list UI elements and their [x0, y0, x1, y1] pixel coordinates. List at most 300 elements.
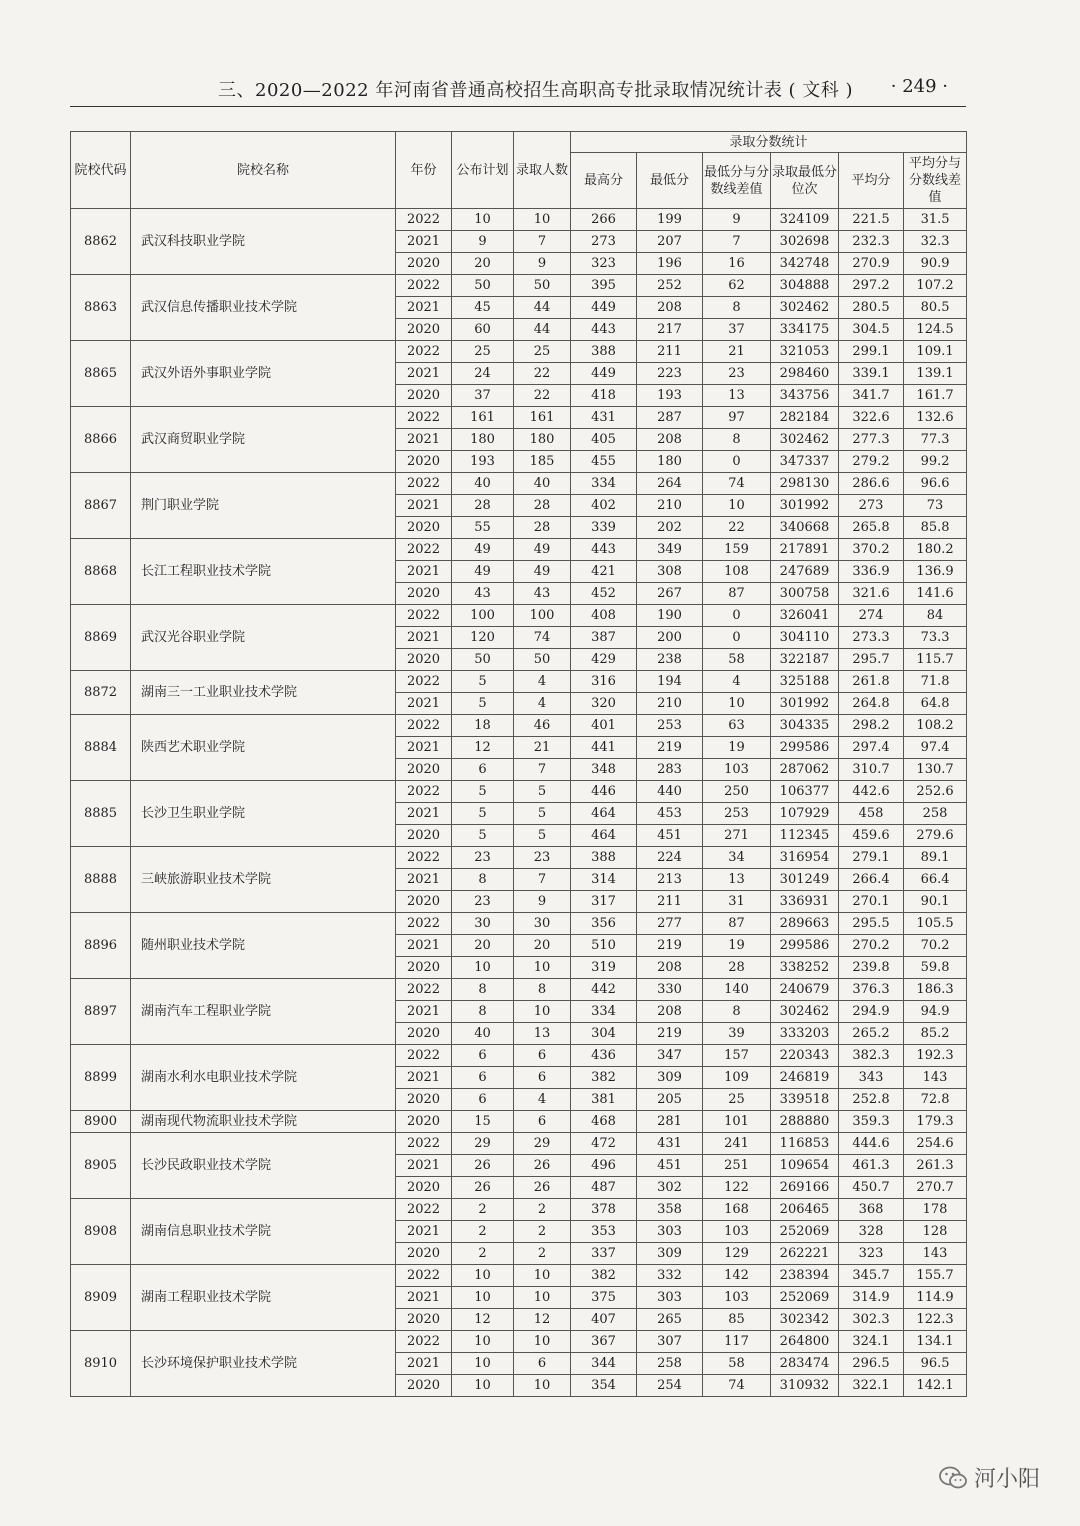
cell-max: 319: [571, 957, 637, 979]
cell-admitted: 2: [514, 1221, 571, 1243]
cell-min: 309: [637, 1067, 703, 1089]
cell-min: 219: [637, 737, 703, 759]
cell-max: 464: [571, 803, 637, 825]
cell-min: 303: [637, 1287, 703, 1309]
cell-avg-diff: 115.7: [904, 649, 967, 671]
cell-min-diff: 28: [703, 957, 771, 979]
cell-avg: 294.9: [839, 1001, 904, 1023]
cell-min-diff: 21: [703, 341, 771, 363]
col-header-admitted: 录取人数: [514, 132, 571, 209]
cell-admitted: 7: [514, 759, 571, 781]
cell-max: 449: [571, 363, 637, 385]
cell-admitted: 4: [514, 693, 571, 715]
cell-max: 317: [571, 891, 637, 913]
cell-year: 2020: [396, 253, 452, 275]
cell-admitted: 28: [514, 517, 571, 539]
cell-avg: 359.3: [839, 1111, 904, 1133]
cell-admitted: 161: [514, 407, 571, 429]
cell-max: 408: [571, 605, 637, 627]
cell-max: 354: [571, 1375, 637, 1397]
cell-plan: 193: [452, 451, 514, 473]
cell-min: 190: [637, 605, 703, 627]
admission-stats-table: [70, 131, 967, 1397]
school-code: 8866: [71, 407, 131, 473]
cell-avg: 321.6: [839, 583, 904, 605]
cell-avg: 279.2: [839, 451, 904, 473]
cell-avg: 265.2: [839, 1023, 904, 1045]
cell-max: 449: [571, 297, 637, 319]
cell-year: 2020: [396, 1375, 452, 1397]
cell-min: 224: [637, 847, 703, 869]
table-row: [71, 715, 967, 737]
cell-avg-diff: 31.5: [904, 209, 967, 231]
cell-avg: 322.1: [839, 1375, 904, 1397]
cell-admitted: 10: [514, 1287, 571, 1309]
cell-max: 388: [571, 341, 637, 363]
cell-max: 407: [571, 1309, 637, 1331]
cell-plan: 2: [452, 1243, 514, 1265]
cell-plan: 18: [452, 715, 514, 737]
cell-avg: 279.1: [839, 847, 904, 869]
cell-max: 334: [571, 473, 637, 495]
cell-min-rank: 321053: [771, 341, 839, 363]
cell-avg-diff: 70.2: [904, 935, 967, 957]
page-header: [70, 70, 966, 107]
cell-plan: 10: [452, 1265, 514, 1287]
cell-max: 429: [571, 649, 637, 671]
cell-avg: 270.9: [839, 253, 904, 275]
cell-avg-diff: 90.9: [904, 253, 967, 275]
cell-plan: 2: [452, 1199, 514, 1221]
cell-plan: 5: [452, 671, 514, 693]
cell-plan: 12: [452, 1309, 514, 1331]
cell-year: 2022: [396, 1133, 452, 1155]
cell-max: 266: [571, 209, 637, 231]
cell-year: 2021: [396, 231, 452, 253]
cell-avg-diff: 136.9: [904, 561, 967, 583]
cell-avg: 442.6: [839, 781, 904, 803]
cell-avg-diff: 71.8: [904, 671, 967, 693]
school-name: 长沙卫生职业学院: [131, 781, 396, 847]
cell-year: 2021: [396, 1287, 452, 1309]
cell-avg-diff: 108.2: [904, 715, 967, 737]
cell-year: 2020: [396, 319, 452, 341]
cell-min: 208: [637, 429, 703, 451]
cell-avg: 252.8: [839, 1089, 904, 1111]
cell-min-rank: 301992: [771, 693, 839, 715]
cell-min-rank: 240679: [771, 979, 839, 1001]
cell-plan: 5: [452, 825, 514, 847]
cell-plan: 30: [452, 913, 514, 935]
cell-year: 2021: [396, 1353, 452, 1375]
cell-min-diff: 8: [703, 1001, 771, 1023]
cell-avg: 261.8: [839, 671, 904, 693]
cell-min-diff: 4: [703, 671, 771, 693]
cell-avg: 328: [839, 1221, 904, 1243]
cell-admitted: 10: [514, 1331, 571, 1353]
cell-min-diff: 8: [703, 429, 771, 451]
table-row: [71, 781, 967, 803]
cell-avg-diff: 143: [904, 1243, 967, 1265]
cell-avg-diff: 105.5: [904, 913, 967, 935]
cell-avg: 336.9: [839, 561, 904, 583]
cell-avg: 273.3: [839, 627, 904, 649]
cell-avg-diff: 139.1: [904, 363, 967, 385]
cell-plan: 49: [452, 539, 514, 561]
col-header-year: 年份: [396, 132, 452, 209]
cell-plan: 23: [452, 891, 514, 913]
cell-min: 223: [637, 363, 703, 385]
cell-min-diff: 117: [703, 1331, 771, 1353]
cell-max: 316: [571, 671, 637, 693]
school-code: 8905: [71, 1133, 131, 1199]
cell-year: 2021: [396, 935, 452, 957]
cell-min-diff: 103: [703, 759, 771, 781]
cell-min-diff: 58: [703, 649, 771, 671]
cell-max: 446: [571, 781, 637, 803]
cell-avg-diff: 77.3: [904, 429, 967, 451]
cell-max: 442: [571, 979, 637, 1001]
page-title: 三、2020—2022 年河南省普通高校招生高职高专批录取情况统计表 ( 文科 ): [218, 80, 854, 101]
cell-min-diff: 122: [703, 1177, 771, 1199]
cell-min-rank: 264800: [771, 1331, 839, 1353]
cell-min-rank: 340668: [771, 517, 839, 539]
cell-admitted: 4: [514, 671, 571, 693]
cell-avg: 232.3: [839, 231, 904, 253]
cell-min-diff: 8: [703, 297, 771, 319]
school-code: 8884: [71, 715, 131, 781]
cell-avg: 302.3: [839, 1309, 904, 1331]
school-name: 武汉光谷职业学院: [131, 605, 396, 671]
cell-min: 202: [637, 517, 703, 539]
cell-year: 2022: [396, 671, 452, 693]
cell-min-rank: 333203: [771, 1023, 839, 1045]
cell-min-rank: 298460: [771, 363, 839, 385]
cell-avg: 277.3: [839, 429, 904, 451]
cell-avg-diff: 94.9: [904, 1001, 967, 1023]
cell-admitted: 74: [514, 627, 571, 649]
cell-plan: 37: [452, 385, 514, 407]
cell-min-diff: 0: [703, 451, 771, 473]
cell-admitted: 30: [514, 913, 571, 935]
cell-avg-diff: 66.4: [904, 869, 967, 891]
cell-admitted: 6: [514, 1111, 571, 1133]
col-header-min: 最低分: [637, 153, 703, 209]
cell-min-rank: 247689: [771, 561, 839, 583]
cell-min-rank: 246819: [771, 1067, 839, 1089]
cell-plan: 6: [452, 1067, 514, 1089]
cell-admitted: 6: [514, 1045, 571, 1067]
school-name: 武汉商贸职业学院: [131, 407, 396, 473]
cell-plan: 45: [452, 297, 514, 319]
cell-min-diff: 101: [703, 1111, 771, 1133]
cell-avg: 322.6: [839, 407, 904, 429]
cell-avg: 459.6: [839, 825, 904, 847]
table-body: [71, 209, 967, 1397]
cell-avg-diff: 99.2: [904, 451, 967, 473]
school-name: 湖南三一工业职业技术学院: [131, 671, 396, 715]
cell-max: 487: [571, 1177, 637, 1199]
cell-plan: 12: [452, 737, 514, 759]
cell-min: 265: [637, 1309, 703, 1331]
cell-plan: 40: [452, 1023, 514, 1045]
cell-min-rank: 262221: [771, 1243, 839, 1265]
cell-plan: 2: [452, 1221, 514, 1243]
cell-max: 496: [571, 1155, 637, 1177]
school-name: 武汉信息传播职业技术学院: [131, 275, 396, 341]
cell-avg: 458: [839, 803, 904, 825]
cell-min: 358: [637, 1199, 703, 1221]
cell-min-diff: 140: [703, 979, 771, 1001]
cell-year: 2021: [396, 1221, 452, 1243]
cell-min-rank: 304335: [771, 715, 839, 737]
cell-min: 208: [637, 957, 703, 979]
wechat-icon: [938, 1465, 968, 1491]
cell-avg-diff: 124.5: [904, 319, 967, 341]
col-header-name: 院校名称: [131, 132, 396, 209]
cell-avg-diff: 59.8: [904, 957, 967, 979]
cell-plan: 50: [452, 649, 514, 671]
cell-year: 2020: [396, 759, 452, 781]
cell-min-rank: 339518: [771, 1089, 839, 1111]
cell-admitted: 10: [514, 957, 571, 979]
cell-min-rank: 289663: [771, 913, 839, 935]
table-row: [71, 209, 967, 231]
cell-admitted: 6: [514, 1067, 571, 1089]
cell-max: 381: [571, 1089, 637, 1111]
school-code: 8867: [71, 473, 131, 539]
cell-min: 347: [637, 1045, 703, 1067]
cell-avg: 368: [839, 1199, 904, 1221]
cell-year: 2022: [396, 341, 452, 363]
wechat-watermark: [938, 1462, 1040, 1493]
cell-admitted: 23: [514, 847, 571, 869]
cell-plan: 5: [452, 781, 514, 803]
cell-min: 199: [637, 209, 703, 231]
cell-avg-diff: 96.5: [904, 1353, 967, 1375]
cell-year: 2022: [396, 1265, 452, 1287]
cell-min-rank: 299586: [771, 935, 839, 957]
cell-avg: 270.1: [839, 891, 904, 913]
table-row: [71, 1133, 967, 1155]
school-code: 8865: [71, 341, 131, 407]
cell-avg: 461.3: [839, 1155, 904, 1177]
cell-plan: 55: [452, 517, 514, 539]
cell-plan: 10: [452, 1331, 514, 1353]
cell-plan: 180: [452, 429, 514, 451]
school-name: 湖南信息职业技术学院: [131, 1199, 396, 1265]
cell-avg: 297.4: [839, 737, 904, 759]
cell-year: 2021: [396, 693, 452, 715]
cell-min-rank: 336931: [771, 891, 839, 913]
table-row: [71, 913, 967, 935]
cell-avg: 450.7: [839, 1177, 904, 1199]
cell-year: 2022: [396, 539, 452, 561]
cell-year: 2022: [396, 847, 452, 869]
cell-min-rank: 299586: [771, 737, 839, 759]
school-name: 武汉外语外事职业学院: [131, 341, 396, 407]
cell-plan: 23: [452, 847, 514, 869]
school-code: 8900: [71, 1111, 131, 1133]
cell-min: 219: [637, 1023, 703, 1045]
cell-max: 464: [571, 825, 637, 847]
cell-plan: 25: [452, 341, 514, 363]
cell-avg-diff: 132.6: [904, 407, 967, 429]
cell-max: 402: [571, 495, 637, 517]
cell-max: 339: [571, 517, 637, 539]
cell-max: 323: [571, 253, 637, 275]
school-code: 8868: [71, 539, 131, 605]
cell-min-rank: 304888: [771, 275, 839, 297]
cell-admitted: 46: [514, 715, 571, 737]
cell-min-rank: 252069: [771, 1287, 839, 1309]
cell-avg: 296.5: [839, 1353, 904, 1375]
cell-year: 2020: [396, 517, 452, 539]
cell-avg-diff: 180.2: [904, 539, 967, 561]
col-header-avg-diff: 平均分与分数线差值: [904, 153, 967, 209]
cell-min-rank: 338252: [771, 957, 839, 979]
cell-max: 337: [571, 1243, 637, 1265]
cell-max: 273: [571, 231, 637, 253]
cell-min-diff: 31: [703, 891, 771, 913]
col-header-code: 院校代码: [71, 132, 131, 209]
cell-min: 303: [637, 1221, 703, 1243]
cell-year: 2021: [396, 803, 452, 825]
cell-min-diff: 19: [703, 737, 771, 759]
cell-avg: 239.8: [839, 957, 904, 979]
cell-avg-diff: 96.6: [904, 473, 967, 495]
cell-plan: 29: [452, 1133, 514, 1155]
cell-max: 304: [571, 1023, 637, 1045]
cell-min-diff: 97: [703, 407, 771, 429]
cell-year: 2022: [396, 209, 452, 231]
cell-min-rank: 220343: [771, 1045, 839, 1067]
cell-avg-diff: 85.2: [904, 1023, 967, 1045]
cell-admitted: 50: [514, 275, 571, 297]
cell-min-diff: 103: [703, 1287, 771, 1309]
cell-avg: 341.7: [839, 385, 904, 407]
col-header-max: 最高分: [571, 153, 637, 209]
cell-plan: 50: [452, 275, 514, 297]
cell-avg: 295.7: [839, 649, 904, 671]
cell-year: 2021: [396, 1001, 452, 1023]
cell-min: 208: [637, 297, 703, 319]
cell-admitted: 21: [514, 737, 571, 759]
cell-admitted: 22: [514, 385, 571, 407]
cell-max: 436: [571, 1045, 637, 1067]
cell-min-diff: 19: [703, 935, 771, 957]
cell-min: 238: [637, 649, 703, 671]
school-code: 8897: [71, 979, 131, 1045]
cell-admitted: 50: [514, 649, 571, 671]
cell-min: 431: [637, 1133, 703, 1155]
cell-admitted: 8: [514, 979, 571, 1001]
cell-max: 320: [571, 693, 637, 715]
cell-min-diff: 74: [703, 473, 771, 495]
cell-year: 2022: [396, 1045, 452, 1067]
cell-min-rank: 112345: [771, 825, 839, 847]
table-row: [71, 407, 967, 429]
cell-avg-diff: 134.1: [904, 1331, 967, 1353]
cell-avg: 444.6: [839, 1133, 904, 1155]
cell-plan: 6: [452, 1089, 514, 1111]
col-header-min-diff: 最低分与分数线差值: [703, 153, 771, 209]
cell-year: 2020: [396, 1111, 452, 1133]
cell-min-rank: 302698: [771, 231, 839, 253]
cell-min: 277: [637, 913, 703, 935]
cell-min-diff: 63: [703, 715, 771, 737]
cell-max: 443: [571, 319, 637, 341]
cell-min-rank: 342748: [771, 253, 839, 275]
cell-admitted: 9: [514, 891, 571, 913]
cell-min-rank: 206465: [771, 1199, 839, 1221]
cell-max: 431: [571, 407, 637, 429]
cell-min-diff: 168: [703, 1199, 771, 1221]
cell-avg: 273: [839, 495, 904, 517]
cell-max: 334: [571, 1001, 637, 1023]
cell-admitted: 10: [514, 209, 571, 231]
col-header-min-rank: 录取最低分位次: [771, 153, 839, 209]
cell-min-rank: 282184: [771, 407, 839, 429]
table-row: [71, 341, 967, 363]
cell-max: 468: [571, 1111, 637, 1133]
cell-min-diff: 9: [703, 209, 771, 231]
cell-avg-diff: 279.6: [904, 825, 967, 847]
cell-plan: 26: [452, 1155, 514, 1177]
cell-plan: 60: [452, 319, 514, 341]
cell-plan: 10: [452, 1375, 514, 1397]
school-name: 随州职业技术学院: [131, 913, 396, 979]
cell-min-rank: 304110: [771, 627, 839, 649]
cell-min-rank: 301249: [771, 869, 839, 891]
cell-plan: 9: [452, 231, 514, 253]
cell-min: 211: [637, 341, 703, 363]
cell-avg: 286.6: [839, 473, 904, 495]
cell-min: 208: [637, 1001, 703, 1023]
cell-year: 2021: [396, 1067, 452, 1089]
cell-year: 2021: [396, 495, 452, 517]
cell-min-diff: 10: [703, 693, 771, 715]
school-name: 湖南现代物流职业技术学院: [131, 1111, 396, 1133]
cell-min-rank: 107929: [771, 803, 839, 825]
school-code: 8888: [71, 847, 131, 913]
cell-min-rank: 325188: [771, 671, 839, 693]
cell-min-rank: 310932: [771, 1375, 839, 1397]
cell-avg-diff: 179.3: [904, 1111, 967, 1133]
cell-max: 382: [571, 1067, 637, 1089]
cell-min-diff: 142: [703, 1265, 771, 1287]
cell-plan: 10: [452, 209, 514, 231]
cell-year: 2021: [396, 1155, 452, 1177]
cell-min-rank: 298130: [771, 473, 839, 495]
cell-min-rank: 283474: [771, 1353, 839, 1375]
school-name: 陕西艺术职业学院: [131, 715, 396, 781]
cell-plan: 161: [452, 407, 514, 429]
cell-admitted: 180: [514, 429, 571, 451]
cell-min: 302: [637, 1177, 703, 1199]
cell-min-diff: 16: [703, 253, 771, 275]
cell-min: 283: [637, 759, 703, 781]
cell-avg-diff: 73: [904, 495, 967, 517]
school-name: 荆门职业学院: [131, 473, 396, 539]
cell-year: 2020: [396, 1177, 452, 1199]
cell-plan: 24: [452, 363, 514, 385]
cell-min-diff: 58: [703, 1353, 771, 1375]
cell-min: 252: [637, 275, 703, 297]
cell-min-rank: 302342: [771, 1309, 839, 1331]
cell-min-rank: 301992: [771, 495, 839, 517]
cell-min-rank: 347337: [771, 451, 839, 473]
